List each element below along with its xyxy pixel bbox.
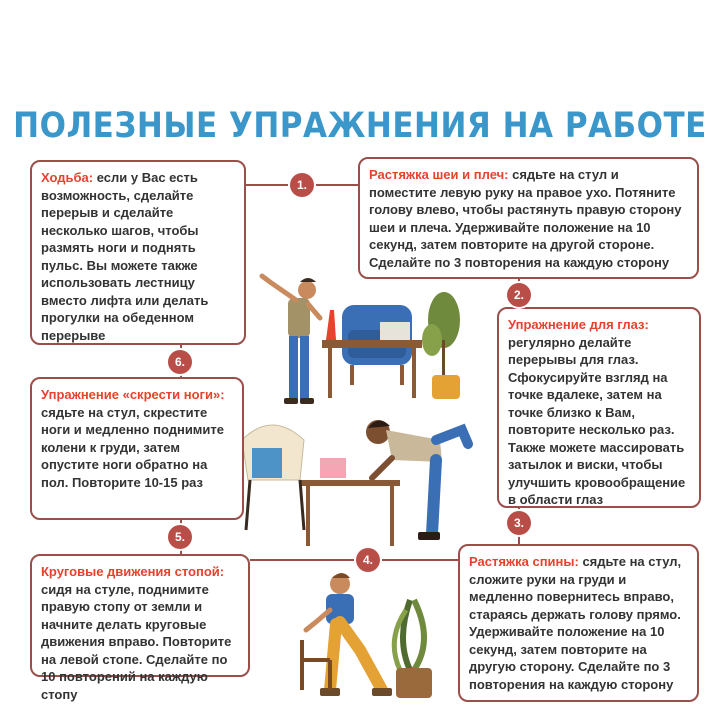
- step-badge-4: 4.: [356, 548, 380, 572]
- card-heading: Ходьба:: [41, 170, 94, 185]
- step-badge-2: 2.: [507, 283, 531, 307]
- chair-illustration: [242, 425, 304, 530]
- stretching-man-illustration: [262, 276, 320, 404]
- step-badge-1: 1.: [290, 173, 314, 197]
- laptop-desk-illustration: [300, 458, 400, 546]
- step-badge-3: 3.: [507, 511, 531, 535]
- card-text: регулярно делайте перерывы для глаз. Сфокусируйте взгляд на точке вдалеке, затем на точке близко к Вам, повторите несколько раз. Также можете массировать затылок и виски, чтобы улучшить кровообращение в области глаз: [508, 334, 686, 507]
- card-heading: Упражнение для глаз:: [508, 317, 649, 332]
- card-text: сидя на стуле, поднимите правую стопу от земли и начните делать круговые движения вправо. Повторите на левой стопе. Сделайте по 10 повторений на каждую стопу: [41, 581, 232, 702]
- leg-stretch-man-illustration: [306, 573, 392, 696]
- card-heading: Круговые движения стопой:: [41, 564, 225, 579]
- step-badge-5: 5.: [168, 525, 192, 549]
- card-neck-shoulder-stretch: [358, 157, 699, 279]
- card-cross-legs: [30, 377, 244, 520]
- page-title: ПОЛЕЗНЫЕ УПРАЖНЕНИЯ НА РАБОТЕ: [13, 105, 707, 147]
- card-eye-exercise: [497, 307, 701, 508]
- card-text: сядьте на стул и поместите левую руку на правое ухо. Потяните голову влево, чтобы растянуть правую сторону шеи и плеча. Удерживайте положение на 10 секунд, затем повторите на другой стороне. Сделайте по 3 повторения на каждую сторону: [369, 167, 682, 270]
- step-badge-6: 6.: [168, 350, 192, 374]
- card-heading: Упражнение «скрести ноги»:: [41, 387, 225, 402]
- card-text: сядьте на стул, сложите руки на груди и медленно повернитесь вправо, стараясь держать голову прямо. Удерживайте положение на 10 секунд, затем повторите на другую сторону. Сделайте по 3 повторения на каждую сторону: [469, 554, 682, 692]
- plant-illustration: [422, 292, 460, 399]
- card-text: сядьте на стул, скрестите ноги и медленно поднимите колени к груди, затем опустите ноги обратно на пол. Повторите 10-15 раз: [41, 404, 225, 490]
- card-heading: Растяжка спины:: [469, 554, 579, 569]
- card-foot-circles: [30, 554, 250, 702]
- plant-illustration: [394, 600, 432, 698]
- card-back-stretch: [458, 544, 699, 702]
- card-text: если у Вас есть возможность, сделайте перерыв и сделайте несколько шагов, чтобы размять ноги и поднять пульс. Вы можете также использовать лестницу вместо лифта или делать прогулки на обеденном перерыве: [41, 170, 209, 343]
- card-heading: Растяжка шеи и плеч:: [369, 167, 509, 182]
- card-walking: [30, 160, 246, 345]
